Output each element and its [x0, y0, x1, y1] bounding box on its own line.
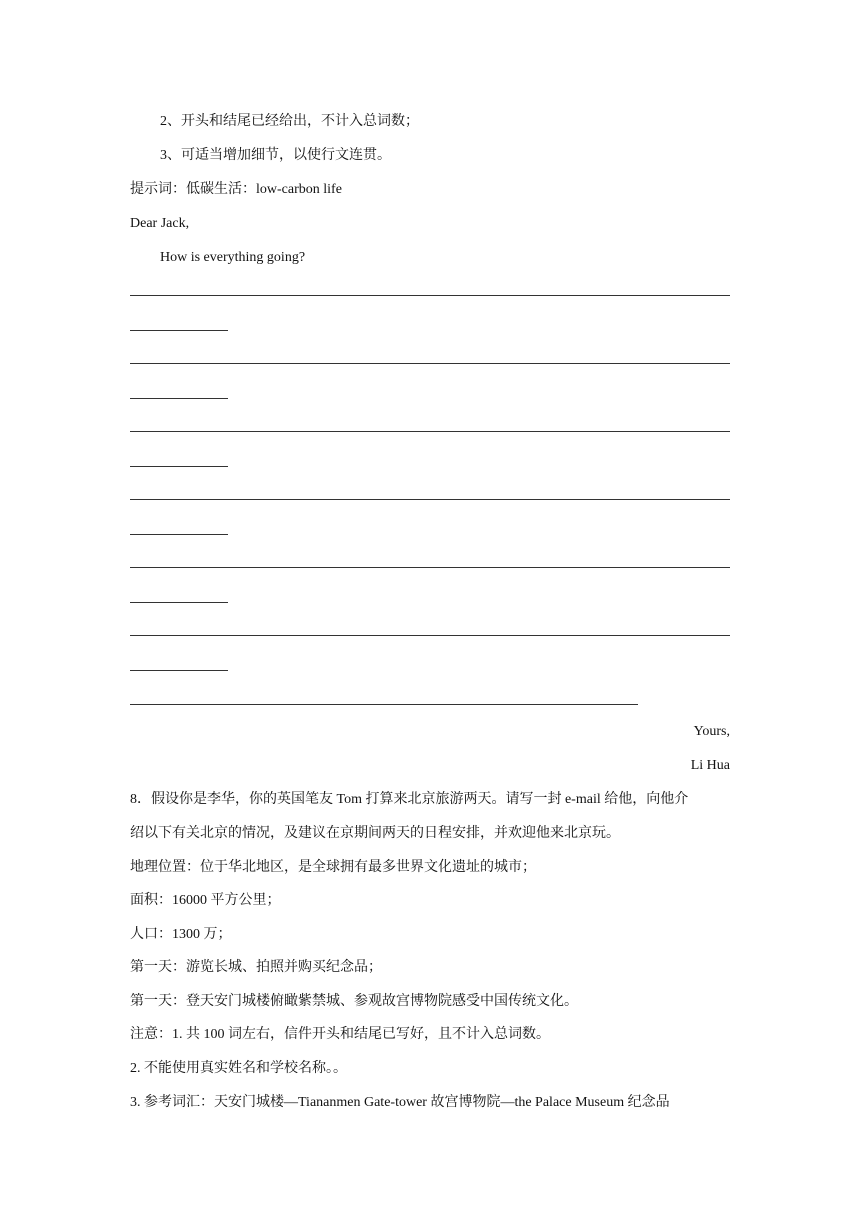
- task8-day1: 第一天：游览长城、拍照并购买纪念品；: [130, 960, 382, 975]
- writing-line: [130, 398, 228, 399]
- writing-line: [130, 499, 730, 500]
- writing-line: [130, 670, 228, 671]
- letter-salutation: Dear Jack,: [130, 216, 190, 231]
- writing-line: [130, 602, 228, 603]
- task8-day2: 第一天：登天安门城楼俯瞰紫禁城、参观故宫博物院感受中国传统文化。: [130, 994, 578, 1009]
- instruction-item-2: 2、开头和结尾已经给出，不计入总词数；: [160, 114, 419, 129]
- letter-opening: How is everything going?: [160, 250, 306, 265]
- hint-words: 提示词：低碳生活：low-carbon life: [130, 182, 342, 197]
- writing-line: [130, 363, 730, 364]
- writing-line: [130, 635, 730, 636]
- writing-line: [130, 330, 228, 331]
- writing-line: [130, 466, 228, 467]
- task8-population: 人口：1300 万；: [130, 927, 232, 942]
- writing-line: [130, 431, 730, 432]
- task8-note3: 3. 参考词汇：天安门城楼—Tiananmen Gate-tower 故宫博物院—the Palace Museum 纪念品: [130, 1095, 670, 1110]
- writing-line: [130, 295, 730, 296]
- task8-location: 地理位置：位于华北地区，是全球拥有最多世界文化遗址的城市；: [130, 860, 536, 875]
- letter-closing: Yours,: [693, 724, 730, 739]
- task8-note2: 2. 不能使用真实姓名和学校名称。。: [130, 1061, 347, 1076]
- writing-line: [130, 534, 228, 535]
- task8-area: 面积：16000 平方公里；: [130, 893, 281, 908]
- task8-prompt-line1: 8．假设你是李华，你的英国笔友 Tom 打算来北京旅游两天。请写一封 e-mail 给他，向他介: [130, 792, 689, 807]
- writing-line: [130, 704, 638, 705]
- instruction-item-3: 3、可适当增加细节，以使行文连贯。: [160, 148, 391, 163]
- letter-signature: Li Hua: [690, 758, 730, 773]
- task8-prompt-line2: 绍以下有关北京的情况，及建议在京期间两天的日程安排，并欢迎他来北京玩。: [130, 826, 620, 841]
- task8-note1: 注意：1. 共 100 词左右，信件开头和结尾已写好，且不计入总词数。: [130, 1027, 550, 1042]
- writing-line: [130, 567, 730, 568]
